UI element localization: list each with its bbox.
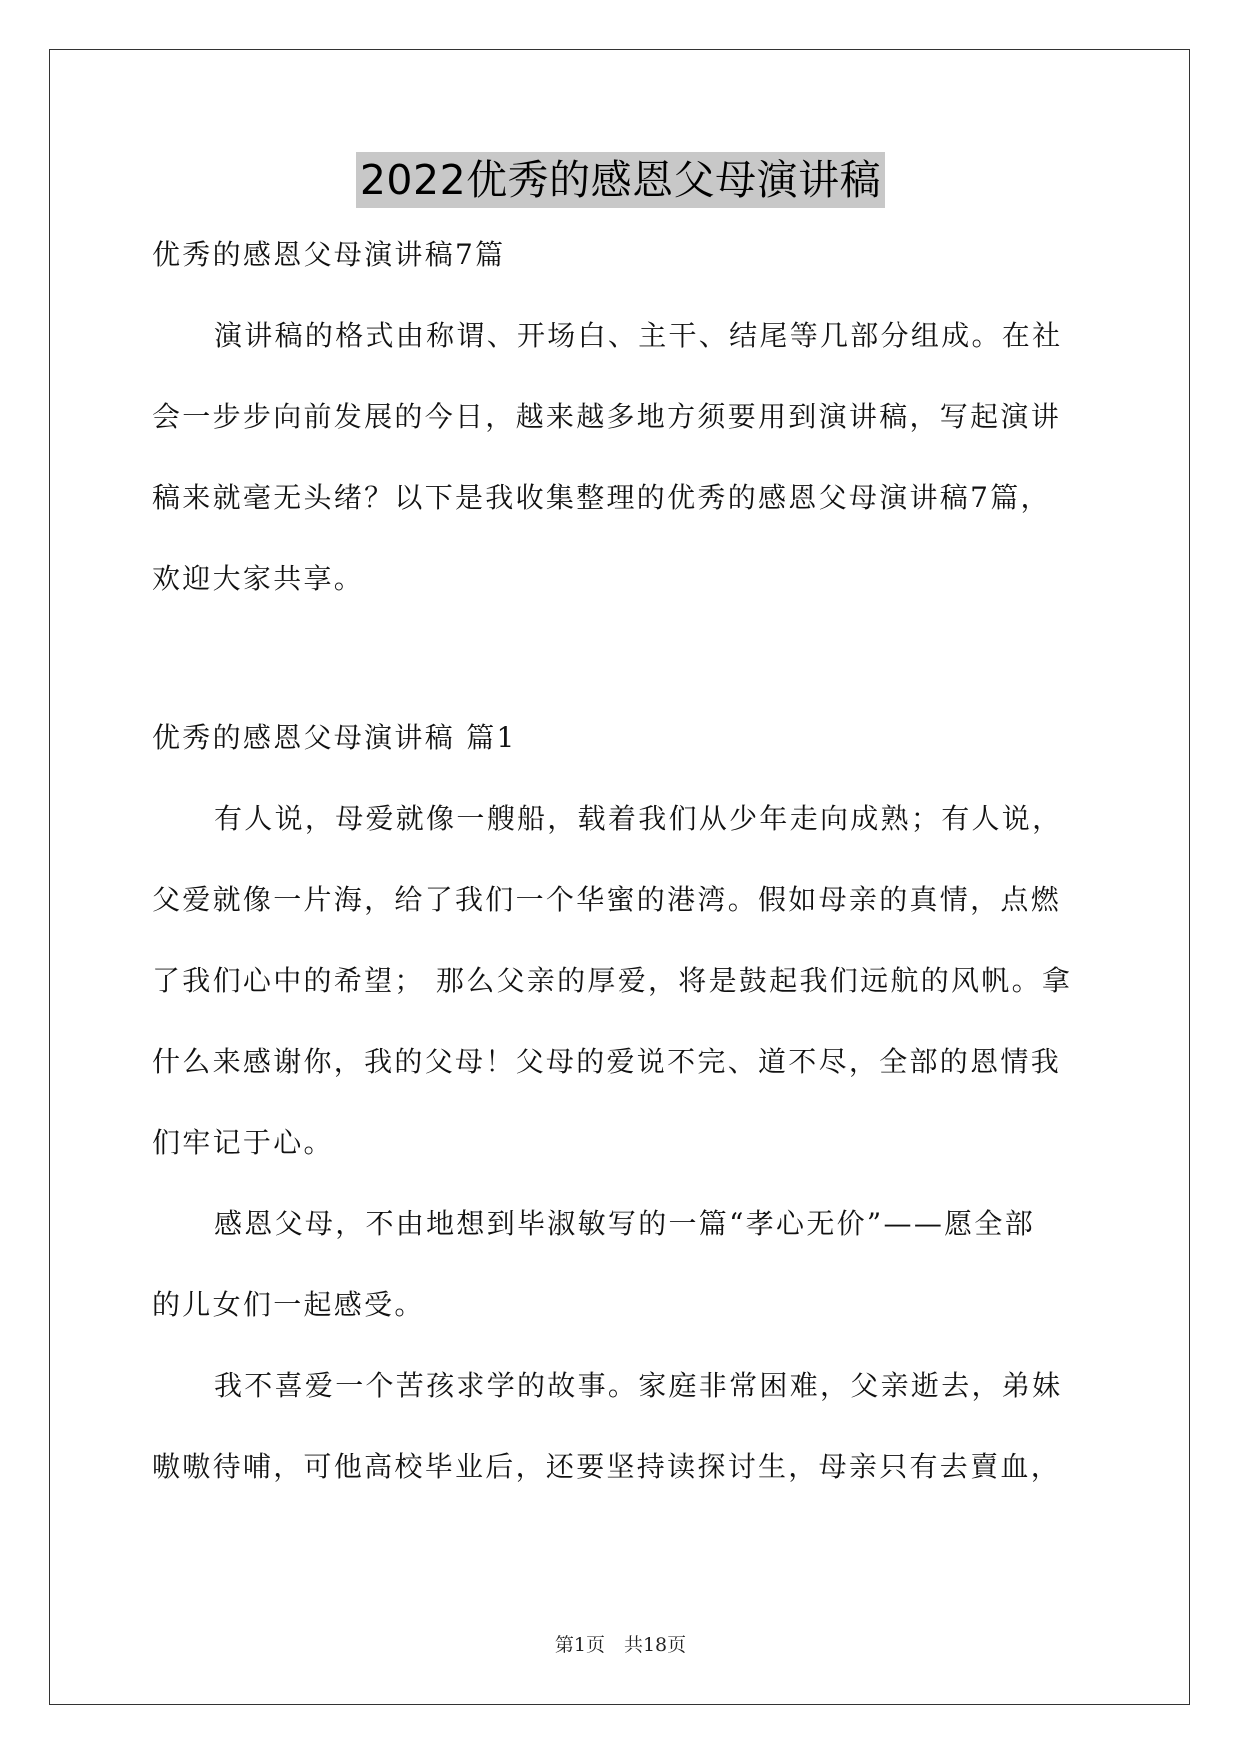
- paragraph-line: 嗷嗷待哺，可他高校毕业后，还要坚持读探讨生，母亲只有去賣血，: [152, 1450, 1062, 1483]
- intro-line: 稿来就毫无头绪？以下是我收集整理的优秀的感恩父母演讲稿7篇，: [152, 481, 1051, 514]
- paragraph-line: 什么来感谢你，我的父母！父母的爱说不完、道不尽，全部的恩情我: [152, 1045, 1062, 1078]
- document-body: [152, 235, 1092, 1528]
- title-container: [0, 152, 1241, 208]
- document-subtitle: 优秀的感恩父母演讲稿7篇: [152, 238, 506, 271]
- paragraph-line: 的儿女们一起感受。: [152, 1288, 425, 1321]
- document-title: 2022优秀的感恩父母演讲稿: [356, 152, 885, 208]
- intro-line: 会一步步向前发展的今日，越来越多地方须要用到演讲稿，写起演讲: [152, 400, 1062, 433]
- paragraph-line: 感恩父母，不由地想到毕淑敏写的一篇“孝心无价”——愿全部: [214, 1207, 1036, 1240]
- paragraph-line: 有人说，母爱就像一艘船，载着我们从少年走向成熟；有人说，: [214, 802, 1063, 835]
- intro-line: 欢迎大家共享。: [152, 562, 365, 595]
- section-heading: 优秀的感恩父母演讲稿 篇1: [152, 721, 517, 754]
- page-footer: 第1页 共18页: [554, 1634, 687, 1656]
- paragraph-line: 父爱就像一片海，给了我们一个华蜜的港湾。假如母亲的真情，点燃: [152, 883, 1062, 916]
- intro-line: 演讲稿的格式由称谓、开场白、主干、结尾等几部分组成。在社: [214, 319, 1063, 352]
- paragraph-line: 我不喜爱一个苦孩求学的故事。家庭非常困难，父亲逝去，弟妹: [214, 1369, 1063, 1402]
- paragraph-line: 们牢记于心。: [152, 1126, 334, 1159]
- paragraph-line: 了我们心中的希望； 那么父亲的厚爱，将是鼓起我们远航的风帆。拿: [152, 964, 1073, 997]
- section-gap: [152, 640, 1092, 718]
